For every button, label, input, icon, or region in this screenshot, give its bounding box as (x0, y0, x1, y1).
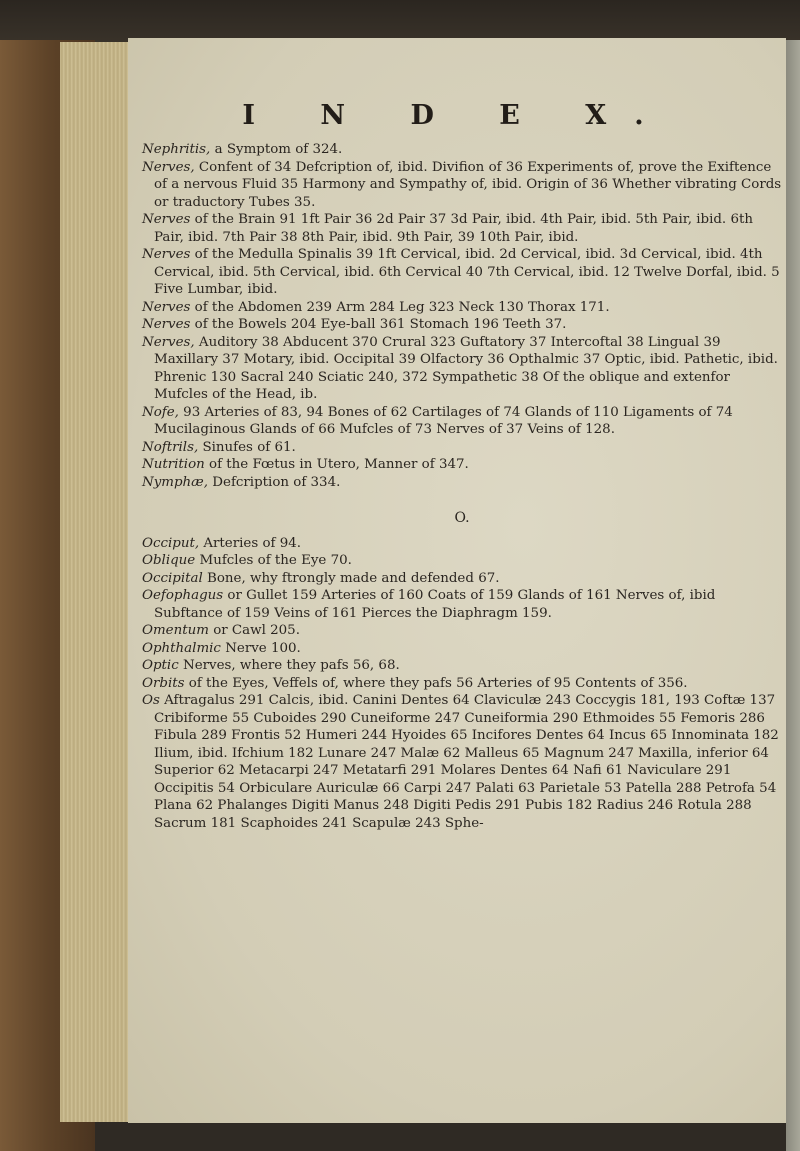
entry-body: Nerves, where they pafs 56, 68. (178, 658, 400, 673)
entry-body: of the Bowels 204 Eye-ball 361 Stomach 196 Teeth 37. (190, 317, 567, 332)
entry-body: Bone, why ftrongly made and defended 67. (202, 570, 500, 586)
index-entry (142, 456, 782, 474)
entry-headword: Omentum (142, 623, 209, 638)
entry-headword: Nutrition (142, 457, 205, 472)
index-entry (142, 552, 782, 570)
index-entry (142, 316, 782, 334)
book-page (128, 38, 786, 1123)
entry-headword: Os (142, 693, 160, 708)
entry-body: Aftragalus 291 Calcis, ibid. Canini Dentes 64 Claviculæ 243 Coccygis 181, 193 Coftæ 137 Cribiforme 55 Cuboides 290 Cuneiforme 247 Cuneiformia 290 Ethmoides 55 Femoris 286 Fibula 289 Frontis 52 Humeri 244 Hyoides 65 Incifores Dentes 64 Incus 65 Innominata 182 Ilium, ibid. Ifchium 182 Lunare 247 Malæ 62 Malleus 65 Magnum 247 Maxilla, inferior 64 Superior 62 Metacarpi 247 Metatarfi 291 Molares Dentes 64 Nafi 61 Naviculare 291 Occipitis 54 Orbiculare Auriculæ 66 Carpi 247 Palati 63 Parietale 53 Patella 288 Petrofa 54 Plana 62 Phalanges Digiti Manus 248 Digiti Pedis 291 Pubis 182 Radius 246 Rotula 288 Sacrum 181 Scaphoides 241 Scapulæ 243 Sphe- (154, 693, 779, 831)
index-entry (142, 211, 782, 246)
page-title: I N D E X. (242, 100, 672, 131)
entry-headword: Occipital (142, 570, 203, 586)
entry-body: of the Fœtus in Utero, Manner of 347. (204, 457, 469, 472)
index-entry (142, 657, 782, 675)
entry-body: or Cawl 205. (208, 623, 300, 638)
index-entry (142, 439, 782, 457)
entry-headword: Nerves (142, 299, 191, 315)
index-entry (142, 159, 782, 212)
index-entry (142, 640, 782, 658)
entry-headword: Nerves (142, 317, 191, 332)
entry-headword: Nerves, (142, 159, 195, 175)
entry-body: Auditory 38 Abducent 370 Crural 323 Guftatory 37 Intercoftal 38 Lingual 39 Maxillary 37 Motary, ibid. Occipital 39 Olfactory 36 Opthalmic 37 Optic, ibid. Pathetic, ibid. Phrenic 130 Sacral 240 Sciatic 240, 372 Sympathetic 38 Of the oblique and extenfor Mufcles of the Head, ib. (154, 334, 778, 402)
section-n (142, 141, 782, 491)
entry-headword: Nofe, (142, 404, 179, 420)
entry-headword: Occiput, (142, 535, 200, 551)
entry-body: of the Eyes, Veffels of, where they pafs 56 Arteries of 95 Contents of 356. (184, 675, 688, 691)
section-letter-o: O. (454, 510, 470, 526)
right-page-edge (786, 40, 800, 1151)
index-entry (142, 299, 782, 317)
entry-body: Mufcles of the Eye 70. (195, 553, 352, 568)
entry-body: Confent of 34 Defcription of, ibid. Divifion of 36 Experiments of, prove the Exiftence of a nervous Fluid 35 Harmony and Sympathy of, ibid. Origin of 36 Whether vibrating Cords or traductory Tubes 35. (154, 159, 782, 210)
index-entry (142, 622, 782, 640)
entry-headword: Nephritis, (142, 142, 211, 157)
index-entry (142, 570, 782, 588)
entry-body: or Gullet 159 Arteries of 160 Coats of 159 Glands of 161 Nerves of, ibid Subftance of 159 Veins of 161 Pierces the Diaphragm 159. (154, 588, 716, 621)
index-entry (142, 587, 782, 622)
entry-body: of the Abdomen 239 Arm 284 Leg 323 Neck 130 Thorax 171. (190, 299, 610, 315)
index-entry (142, 474, 782, 492)
entry-body: Arteries of 94. (199, 535, 302, 551)
entry-headword: Nerves, (142, 334, 195, 350)
entry-body: Nerve 100. (220, 640, 301, 656)
entry-body: Defcription of 334. (208, 474, 341, 490)
entry-headword: Oefophagus (142, 588, 224, 603)
entry-headword: Noftrils, (142, 439, 199, 455)
entry-headword: Orbits (142, 675, 185, 691)
index-entry (142, 692, 782, 832)
index-entry (142, 404, 782, 439)
entry-body: of the Medulla Spinalis 39 1ft Cervical, ibid. 2d Cervical, ibid. 3d Cervical, ibid. 4th Cervical, ibid. 5th Cervical, ibid. 6th Cervical 40 7th Cervical, ibid. 12 Twelve Dorfal, ibid. 5 Five Lumbar, ibid. (154, 247, 780, 297)
entry-headword: Nerves (142, 212, 191, 227)
entry-body: a Symptom of 324. (210, 142, 343, 157)
entry-headword: Ophthalmic (142, 640, 221, 656)
section-o (142, 535, 782, 833)
index-entry (142, 334, 782, 404)
entry-headword: Oblique (142, 553, 196, 568)
entry-headword: Nerves (142, 247, 191, 262)
entry-body: of the Brain 91 1ft Pair 36 2d Pair 37 3d Pair, ibid. 4th Pair, ibid. 5th Pair, ibid. 6th Pair, ibid. 7th Pair 38 8th Pair, ibid. 9th Pair, 39 10th Pair, ibid. (154, 212, 753, 245)
entry-headword: Nymphæ, (142, 474, 209, 490)
entry-headword: Optic (142, 658, 179, 673)
index-entry (142, 675, 782, 693)
entry-body: Sinufes of 61. (198, 439, 296, 455)
entry-body: 93 Arteries of 83, 94 Bones of 62 Cartilages of 74 Glands of 110 Ligaments of 74 Mucilaginous Glands of 66 Mufcles of 73 Nerves of 37 Veins of 128. (154, 404, 733, 437)
index-entry (142, 246, 782, 299)
index-content (142, 141, 782, 832)
index-entry (142, 535, 782, 553)
index-entry (142, 141, 782, 159)
